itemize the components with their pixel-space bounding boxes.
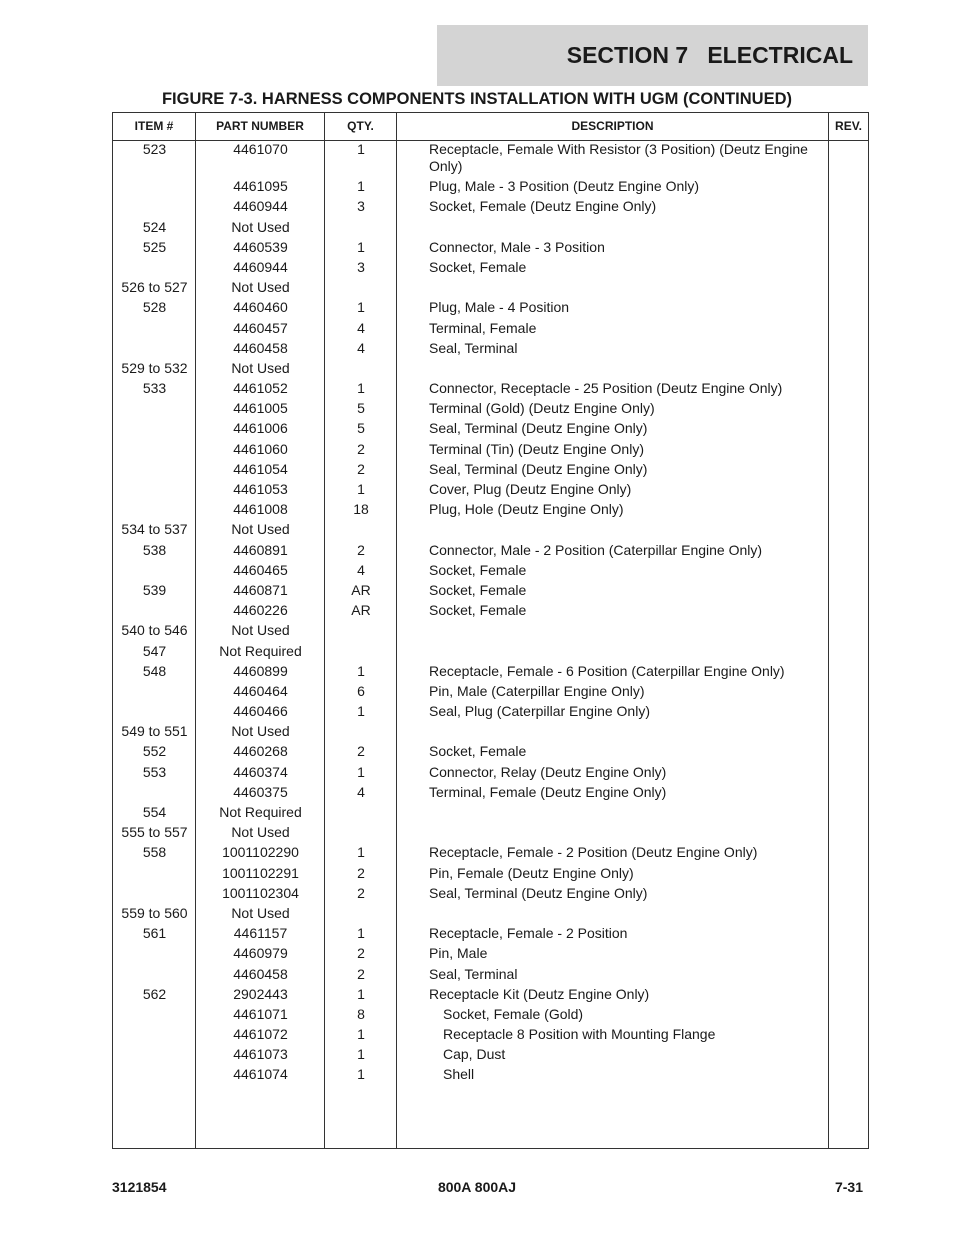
part-number: 4461072 [233, 1026, 288, 1043]
item-number: 555 to 557 [121, 824, 188, 841]
part-number: 4461053 [233, 481, 288, 497]
table-row [113, 844, 868, 864]
part-number: 4460899 [233, 662, 288, 679]
description [429, 279, 815, 296]
table-row [113, 380, 868, 400]
table-row [113, 764, 868, 784]
part-number: 4460944 [233, 198, 288, 215]
description: Shell [443, 1066, 475, 1083]
item-number: 526 to 527 [121, 279, 188, 296]
header-qty: QTY. [347, 119, 374, 133]
footer-doc-number: 3121854 [112, 1179, 167, 1195]
table-row [113, 239, 868, 259]
part-number: 1001102291 [222, 864, 299, 881]
part-number: 4461157 [233, 925, 288, 942]
quantity: 3 [357, 258, 365, 275]
part-number: 4460375 [233, 783, 288, 800]
quantity: 1 [357, 481, 365, 497]
description: Receptacle, Female - 6 Position (Caterpillar Engine Only) [429, 662, 785, 679]
item-number [113, 198, 196, 215]
description: Receptacle, Female - 2 Position [429, 925, 628, 942]
table-row [113, 865, 868, 885]
part-number: 4461006 [233, 420, 288, 437]
table-row [113, 622, 868, 642]
quantity: 8 [357, 1005, 365, 1022]
part-number: 4461074 [233, 1066, 288, 1083]
table-row [113, 521, 868, 541]
item-number [113, 885, 196, 902]
item-number [113, 420, 196, 437]
part-number: 1001102290 [222, 844, 299, 861]
part-number: Not Used [231, 521, 290, 538]
item-number: 547 [142, 642, 167, 659]
quantity: 1 [357, 925, 365, 942]
table-row [113, 542, 868, 562]
quantity: 1 [357, 662, 365, 679]
item-number [113, 259, 196, 276]
part-number: 1001102304 [222, 884, 299, 901]
quantity: 2 [357, 884, 365, 901]
part-number: 4460374 [233, 763, 288, 780]
table-row [113, 1066, 868, 1086]
part-number: 4460458 [233, 965, 288, 982]
part-number: 4461005 [233, 400, 288, 417]
item-number [113, 602, 196, 619]
item-number: 562 [142, 985, 167, 1002]
description: Connector, Male - 2 Position (Caterpillar Engine Only) [429, 541, 763, 558]
description [429, 723, 815, 740]
item-number: 552 [142, 743, 167, 760]
description: Pin, Female (Deutz Engine Only) [429, 864, 634, 881]
table-row [113, 925, 868, 945]
table-row [113, 824, 868, 844]
quantity: 1 [357, 1026, 365, 1043]
item-number: 533 [142, 380, 167, 397]
description: Plug, Male - 4 Position [429, 299, 570, 316]
part-number: 4460457 [233, 319, 288, 336]
part-number: 4461052 [233, 380, 288, 397]
description: Socket, Female [429, 743, 527, 760]
table-row [113, 663, 868, 683]
part-number: 4461071 [233, 1005, 288, 1022]
table-row [113, 400, 868, 420]
item-number [113, 945, 196, 962]
item-number [113, 562, 196, 579]
item-number: 554 [142, 804, 167, 820]
table-row [113, 602, 868, 622]
table-row [113, 683, 868, 703]
header-rev: REV. [835, 119, 862, 133]
item-number: 538 [142, 541, 167, 558]
item-number: 558 [142, 844, 167, 861]
quantity [325, 905, 397, 922]
table-row [113, 178, 868, 198]
item-number: 548 [142, 662, 167, 679]
description [429, 824, 815, 841]
quantity: 1 [357, 178, 365, 195]
table-row [113, 279, 868, 299]
description: Connector, Relay (Deutz Engine Only) [429, 763, 667, 780]
table-row [113, 461, 868, 481]
item-number [113, 703, 196, 720]
quantity: 5 [357, 420, 365, 437]
description: Seal, Terminal (Deutz Engine Only) [429, 884, 648, 901]
description: Seal, Terminal [429, 965, 518, 982]
item-number: 525 [142, 238, 167, 255]
item-number: 553 [142, 763, 167, 780]
description: Socket, Female [429, 561, 527, 578]
quantity [325, 824, 397, 841]
quantity: 2 [357, 945, 365, 962]
table-row [113, 1026, 868, 1046]
item-number [113, 481, 196, 498]
item-number: 528 [142, 299, 167, 316]
part-number: 4460539 [233, 238, 288, 255]
table-row [113, 905, 868, 925]
table-row [113, 643, 868, 663]
quantity: 2 [357, 965, 365, 982]
part-number: Not Used [231, 622, 290, 639]
table-row [113, 481, 868, 501]
part-number: Not Used [231, 723, 290, 740]
quantity: 1 [357, 844, 365, 861]
table-row [113, 219, 868, 239]
section-title: SECTION 7 ELECTRICAL [566, 42, 853, 68]
part-number: 4460226 [233, 602, 288, 619]
quantity: 2 [357, 460, 365, 477]
part-number: 4461060 [233, 440, 288, 457]
part-number: Not Required [219, 804, 302, 820]
quantity [325, 279, 397, 296]
description: Terminal (Tin) (Deutz Engine Only) [429, 440, 644, 457]
item-number [113, 865, 196, 882]
table-row [113, 966, 868, 986]
description: Plug, Hole (Deutz Engine Only) [429, 501, 624, 518]
quantity: 1 [357, 763, 365, 780]
quantity [325, 804, 397, 821]
item-number: 549 to 551 [121, 723, 188, 740]
description: Socket, Female [429, 258, 527, 275]
part-number: 2902443 [233, 985, 288, 1002]
quantity: 4 [357, 339, 365, 356]
quantity: 18 [353, 501, 369, 518]
table-row [113, 723, 868, 743]
description: Pin, Male [429, 945, 488, 962]
item-number [113, 1066, 196, 1083]
item-number: 561 [142, 925, 167, 942]
item-number [113, 1046, 196, 1063]
table-row [113, 582, 868, 602]
table-row [113, 562, 868, 582]
quantity: 1 [357, 703, 365, 720]
part-number: 4460465 [233, 561, 288, 578]
part-number: 4460466 [233, 703, 288, 720]
table-row [113, 340, 868, 360]
item-number: 540 to 546 [121, 622, 188, 639]
description [429, 643, 815, 660]
quantity: 4 [357, 561, 365, 578]
description: Connector, Receptacle - 25 Position (Deutz Engine Only) [429, 380, 783, 397]
part-number: 4461070 [233, 141, 288, 157]
part-number: 4460460 [233, 299, 288, 316]
parts-table [112, 112, 869, 1149]
item-number [113, 501, 196, 518]
quantity [325, 219, 397, 236]
footer-page-number: 7-31 [834, 1179, 863, 1195]
part-number: Not Required [219, 642, 302, 659]
header-part-number: PART NUMBER [216, 119, 304, 133]
table-body [113, 141, 868, 1087]
item-number: 529 to 532 [121, 359, 188, 376]
description: Plug, Male - 3 Position (Deutz Engine Only) [429, 178, 700, 195]
table-row [113, 885, 868, 905]
footer-model: 800A 800AJ [437, 1179, 517, 1195]
quantity: 4 [357, 319, 365, 336]
table-row [113, 501, 868, 521]
description: Socket, Female [429, 602, 527, 619]
part-number: Not Used [231, 824, 290, 841]
quantity: 6 [357, 682, 365, 699]
part-number: 4461095 [233, 178, 288, 195]
part-number: 4461054 [233, 460, 288, 477]
quantity: 1 [357, 380, 365, 397]
quantity: AR [351, 602, 371, 619]
description: Socket, Female (Gold) [443, 1005, 584, 1022]
part-number: 4460464 [233, 682, 288, 699]
description: Pin, Male (Caterpillar Engine Only) [429, 682, 645, 699]
item-number [113, 320, 196, 337]
part-number: 4460979 [233, 945, 288, 962]
part-number: 4461008 [233, 501, 288, 518]
part-number: Not Used [231, 279, 290, 296]
quantity: AR [351, 581, 371, 598]
description: Socket, Female (Deutz Engine Only) [429, 198, 657, 215]
table-row [113, 420, 868, 440]
item-number: 559 to 560 [121, 904, 188, 921]
quantity: 2 [357, 743, 365, 760]
item-number [113, 683, 196, 700]
table-row [113, 784, 868, 804]
description: Receptacle Kit (Deutz Engine Only) [429, 985, 650, 1002]
item-number: 523 [142, 141, 167, 157]
item-number [113, 784, 196, 801]
quantity [325, 643, 397, 660]
table-row [113, 804, 868, 824]
quantity: 1 [357, 141, 365, 157]
table-row [113, 441, 868, 461]
table-row [113, 299, 868, 319]
description: Socket, Female [429, 581, 527, 598]
item-number [113, 1026, 196, 1043]
description: Seal, Terminal (Deutz Engine Only) [429, 420, 648, 437]
item-number [113, 1006, 196, 1023]
table-row [113, 141, 868, 178]
quantity: 3 [357, 198, 365, 215]
part-number: 4460944 [233, 258, 288, 275]
quantity [325, 622, 397, 639]
description: Receptacle, Female - 2 Position (Deutz Engine Only) [429, 844, 758, 861]
table-row [113, 945, 868, 965]
part-number: Not Used [231, 904, 290, 921]
quantity: 2 [357, 864, 365, 881]
quantity: 4 [357, 783, 365, 800]
part-number: Not Used [231, 218, 290, 235]
figure-title: FIGURE 7-3. HARNESS COMPONENTS INSTALLATION WITH UGM (CONTINUED) [161, 90, 793, 108]
description [429, 360, 815, 377]
item-number [113, 340, 196, 357]
quantity [325, 360, 397, 377]
item-number [113, 441, 196, 458]
description: Terminal, Female [429, 319, 537, 336]
table-row [113, 1006, 868, 1026]
part-number: 4460891 [233, 541, 288, 558]
quantity [325, 521, 397, 538]
item-number: 534 to 537 [121, 521, 188, 538]
table-row [113, 703, 868, 723]
quantity: 2 [357, 541, 365, 558]
item-number: 524 [142, 218, 167, 235]
description: Receptacle, Female With Resistor (3 Position) (Deutz Engine Only) [429, 141, 808, 174]
description [429, 804, 815, 821]
table-row [113, 986, 868, 1006]
description [429, 622, 815, 639]
part-number: 4460871 [233, 581, 288, 598]
table-row [113, 259, 868, 279]
quantity: 1 [357, 1066, 365, 1083]
table-row [113, 320, 868, 340]
description: Seal, Plug (Caterpillar Engine Only) [429, 703, 650, 720]
part-number: 4460268 [233, 743, 288, 760]
table-row [113, 1046, 868, 1066]
description [429, 905, 815, 922]
quantity: 1 [357, 985, 365, 1002]
quantity [325, 723, 397, 740]
description: Terminal (Gold) (Deutz Engine Only) [429, 400, 655, 417]
header-item: ITEM # [134, 119, 174, 133]
table-row [113, 198, 868, 218]
item-number [113, 178, 196, 195]
table-row [113, 743, 868, 763]
item-number [113, 966, 196, 983]
description: Connector, Male - 3 Position [429, 238, 605, 255]
description: Cover, Plug (Deutz Engine Only) [429, 481, 632, 497]
description [429, 219, 815, 236]
part-number: 4460458 [233, 339, 288, 356]
quantity: 5 [357, 400, 365, 417]
quantity: 1 [357, 299, 365, 316]
description: Seal, Terminal (Deutz Engine Only) [429, 460, 648, 477]
description: Receptacle 8 Position with Mounting Flange [443, 1026, 716, 1043]
description: Cap, Dust [443, 1046, 506, 1063]
part-number: 4461073 [233, 1046, 288, 1063]
quantity: 2 [357, 440, 365, 457]
description: Terminal, Female (Deutz Engine Only) [429, 783, 667, 800]
quantity: 1 [357, 238, 365, 255]
quantity: 1 [357, 1046, 365, 1063]
description [429, 521, 815, 538]
item-number [113, 461, 196, 478]
section-header [437, 25, 868, 86]
item-number [113, 400, 196, 417]
table-row [113, 360, 868, 380]
part-number: Not Used [231, 359, 290, 376]
header-description: DESCRIPTION [571, 119, 654, 133]
item-number: 539 [142, 581, 167, 598]
description: Seal, Terminal [429, 339, 518, 356]
